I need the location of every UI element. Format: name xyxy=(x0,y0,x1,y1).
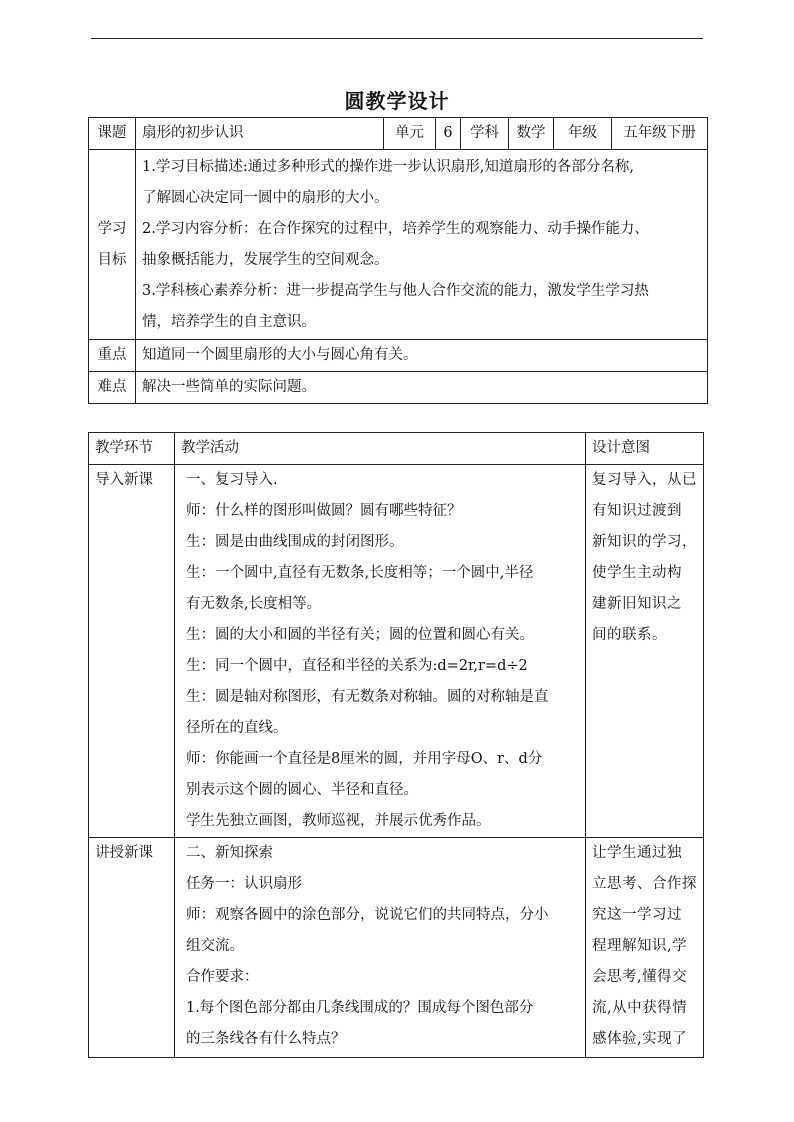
learning-goals-row xyxy=(89,150,708,340)
difficulty-value: 解决一些简单的实际问题。 xyxy=(136,372,708,404)
column-header-intent: 设计意图 xyxy=(586,433,704,465)
goal-line: 抽象概括能力，发展学生的空间观念。 xyxy=(142,251,389,268)
intent-line: 感体验,实现了 xyxy=(592,1031,688,1047)
header-rule xyxy=(91,38,703,39)
intent-line: 建新旧知识之 xyxy=(592,596,682,612)
difficulty-row xyxy=(89,372,708,404)
activity-line: 师：观察各圆中的涂色部分，说说它们的共同特点，分小 xyxy=(186,907,549,923)
activity-line: 生：一个圆中,直径有无数条,长度相等；一个圆中,半径 xyxy=(186,565,534,581)
activity-line: 有无数条,长度相等。 xyxy=(186,596,322,612)
stage-cell: 导入新课 xyxy=(89,465,175,838)
subject-value: 数学 xyxy=(509,118,554,150)
intent-line: 复习导入，从已 xyxy=(592,472,697,488)
activity-line: 学生先独立画图，教师巡视，并展示优秀作品。 xyxy=(186,813,491,829)
stage-cell: 讲授新课 xyxy=(89,838,175,1058)
topic-value: 扇形的初步认识 xyxy=(136,118,384,150)
intent-line: 流,从中获得情 xyxy=(592,1000,688,1016)
activity-cell xyxy=(175,838,586,1058)
activity-line: 一、复习导入. xyxy=(186,472,278,488)
intent-line: 究这一学习过 xyxy=(592,907,682,923)
activity-line: 的三条线各有什么特点？ xyxy=(186,1031,346,1047)
info-header-row xyxy=(89,118,708,150)
table-row xyxy=(89,838,704,1058)
goal-line: 1.学习目标描述:通过多种形式的操作进一步认识扇形,知道扇形的各部分名称, xyxy=(142,158,634,175)
activity-line: 生：同一个圆中，直径和半径的关系为:d=2r,r=d÷2 xyxy=(186,658,528,674)
activity-line: 合作要求： xyxy=(186,969,259,985)
activity-line: 师：什么样的图形叫做圆？圆有哪些特征？ xyxy=(186,503,462,519)
lesson-info-table xyxy=(88,117,708,404)
teaching-process-table xyxy=(88,432,704,1058)
difficulty-label: 难点 xyxy=(89,372,136,404)
goal-line: 3.学科核心素养分析：进一步提高学生与他人合作交流的能力，激发学生学习热 xyxy=(142,282,649,299)
unit-label: 单元 xyxy=(384,118,436,150)
activity-line: 组交流。 xyxy=(186,938,244,954)
activity-cell xyxy=(175,465,586,838)
key-point-row xyxy=(89,340,708,372)
grade-label: 年级 xyxy=(554,118,612,150)
activity-line: 师：你能画一个直径是8厘米的圆，并用字母O、r、d分 xyxy=(186,751,543,767)
subject-label: 学科 xyxy=(461,118,509,150)
goals-label-line-2: 目标 xyxy=(97,251,127,268)
goals-label xyxy=(89,150,136,340)
intent-line: 让学生通过独 xyxy=(592,845,682,861)
intent-line: 新知识的学习， xyxy=(592,534,697,550)
intent-line: 间的联系。 xyxy=(592,627,667,643)
column-header-activity: 教学活动 xyxy=(175,433,586,465)
activity-line: 1.每个图色部分都由几条线围成的？围成每个图色部分 xyxy=(186,1000,534,1016)
activity-line: 二、新知探索 xyxy=(186,845,273,861)
key-point-label: 重点 xyxy=(89,340,136,372)
goals-label-line-1: 学习 xyxy=(97,220,127,237)
activity-line: 生：圆是轴对称图形，有无数条对称轴。圆的对称轴是直 xyxy=(186,689,549,705)
goals-content xyxy=(136,150,708,340)
topic-label: 课题 xyxy=(89,118,136,150)
intent-cell xyxy=(586,465,704,838)
intent-line: 程理解知识,学 xyxy=(592,938,688,954)
unit-value: 6 xyxy=(436,118,461,150)
grade-value: 五年级下册 xyxy=(612,118,708,150)
activity-line: 别表示这个圆的圆心、半径和直径。 xyxy=(186,782,418,798)
intent-cell xyxy=(586,838,704,1058)
table-row xyxy=(89,465,704,838)
activity-line: 生：圆的大小和圆的半径有关；圆的位置和圆心有关。 xyxy=(186,627,534,643)
key-point-value: 知道同一个圆里扇形的大小与圆心角有关。 xyxy=(136,340,708,372)
goal-line: 了解圆心决定同一圆中的扇形的大小。 xyxy=(142,189,389,206)
document-title: 圆教学设计 xyxy=(344,89,450,113)
intent-line: 会思考,懂得交 xyxy=(592,969,688,985)
goal-line: 情，培养学生的自主意识。 xyxy=(142,313,316,330)
activity-line: 生：圆是由曲线围成的封闭图形。 xyxy=(186,534,404,550)
goal-line: 2.学习内容分析：在合作探究的过程中，培养学生的观察能力、动手操作能力、 xyxy=(142,220,649,237)
intent-line: 使学生主动构 xyxy=(592,565,682,581)
activity-line: 径所在的直线。 xyxy=(186,720,288,736)
column-header-stage: 教学环节 xyxy=(89,433,175,465)
activity-line: 任务一：认识扇形 xyxy=(186,876,302,892)
process-header-row xyxy=(89,433,704,465)
intent-line: 立思考、合作探 xyxy=(592,876,697,892)
intent-line: 有知识过渡到 xyxy=(592,503,682,519)
